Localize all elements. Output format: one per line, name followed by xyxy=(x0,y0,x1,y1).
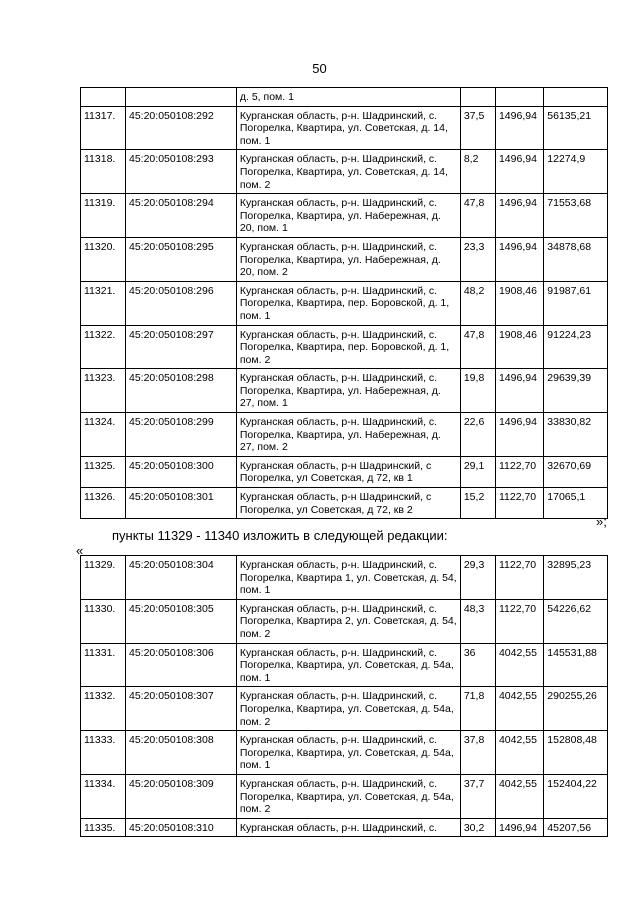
table-row xyxy=(81,281,608,325)
unit-value-cell: 1496,94 xyxy=(495,194,543,238)
cadastral-number-cell: 45:20:050108:293 xyxy=(126,150,237,194)
cadastral-number-cell: 45:20:050108:308 xyxy=(126,731,237,775)
unit-value-cell: 1908,46 xyxy=(495,281,543,325)
cadastral-value-cell: 33830,82 xyxy=(544,413,608,457)
cadastral-number-cell: 45:20:050108:307 xyxy=(126,687,237,731)
cadastral-value-cell xyxy=(544,88,608,107)
address-cell: Курганская область, р-н. Шадринский, с. Погорелка, Квартира, пер. Боровской, д. 1, пом. 1 xyxy=(236,281,460,325)
area-cell: 23,3 xyxy=(460,237,495,281)
cadastral-number-cell: 45:20:050108:310 xyxy=(126,818,237,837)
address-cell: Курганская область, р-н. Шадринский, с. Погорелка, Квартира, ул. Набережная, д. 27, пом. 1 xyxy=(236,369,460,413)
area-cell: 37,8 xyxy=(460,731,495,775)
table-row xyxy=(81,106,608,150)
unit-value-cell: 1496,94 xyxy=(495,818,543,837)
area-cell: 29,1 xyxy=(460,456,495,487)
address-cell: д. 5, пом. 1 xyxy=(236,88,460,107)
item-number-cell: 11332. xyxy=(81,687,126,731)
area-cell: 37,7 xyxy=(460,774,495,818)
address-cell: Курганская область, р-н. Шадринский, с. Погорелка, Квартира, ул. Советская, д. 54а, пом. 2 xyxy=(236,687,460,731)
cadastral-value-cell: 32670,69 xyxy=(544,456,608,487)
unit-value-cell: 4042,55 xyxy=(495,687,543,731)
area-cell: 47,8 xyxy=(460,194,495,238)
address-cell: Курганская область, р-н. Шадринский, с. Погорелка, Квартира, ул. Советская, д. 54а, пом. 1 xyxy=(236,731,460,775)
cadastral-value-cell: 12274,9 xyxy=(544,150,608,194)
address-cell: Курганская область, р-н Шадринский, с Погорелка, ул Советская, д 72, кв 1 xyxy=(236,456,460,487)
cadastral-number-cell: 45:20:050108:300 xyxy=(126,456,237,487)
page-number: 50 xyxy=(312,61,327,76)
item-number-cell: 11324. xyxy=(81,413,126,457)
cadastral-number-cell: 45:20:050108:305 xyxy=(126,599,237,643)
registry-table-after-body xyxy=(81,556,608,837)
cadastral-number-cell xyxy=(126,88,237,107)
unit-value-cell: 4042,55 xyxy=(495,643,543,687)
cadastral-value-cell: 152808,48 xyxy=(544,731,608,775)
cadastral-value-cell: 17065,1 xyxy=(544,488,608,519)
item-number-cell: 11326. xyxy=(81,488,126,519)
item-number-cell: 11322. xyxy=(81,325,126,369)
table-row xyxy=(81,88,608,107)
cadastral-number-cell: 45:20:050108:297 xyxy=(126,325,237,369)
cadastral-value-cell: 29639,39 xyxy=(544,369,608,413)
cadastral-number-cell: 45:20:050108:304 xyxy=(126,556,237,600)
table-row xyxy=(81,413,608,457)
area-cell: 8,2 xyxy=(460,150,495,194)
address-cell: Курганская область, р-н. Шадринский, с. Погорелка, Квартира, ул. Советская, д. 14, пом. 2 xyxy=(236,150,460,194)
address-cell: Курганская область, р-н. Шадринский, с. Погорелка, Квартира, ул. Набережная, д. 20, пом. 1 xyxy=(236,194,460,238)
table-row xyxy=(81,150,608,194)
item-number-cell: 11325. xyxy=(81,456,126,487)
item-number-cell: 11335. xyxy=(81,818,126,837)
unit-value-cell: 1122,70 xyxy=(495,488,543,519)
area-cell: 71,8 xyxy=(460,687,495,731)
item-number-cell: 11321. xyxy=(81,281,126,325)
cadastral-number-cell: 45:20:050108:295 xyxy=(126,237,237,281)
address-cell: Курганская область, р-н. Шадринский, с. Погорелка, Квартира 1, ул. Советская, д. 54, пом. 1 xyxy=(236,556,460,600)
table-row xyxy=(81,456,608,487)
area-cell: 37,5 xyxy=(460,106,495,150)
cadastral-value-cell: 145531,88 xyxy=(544,643,608,687)
address-cell: Курганская область, р-н. Шадринский, с. Погорелка, Квартира, ул. Советская, д. 14, пом. 1 xyxy=(236,106,460,150)
cadastral-number-cell: 45:20:050108:301 xyxy=(126,488,237,519)
table-row xyxy=(81,369,608,413)
cadastral-number-cell: 45:20:050108:298 xyxy=(126,369,237,413)
unit-value-cell: 1496,94 xyxy=(495,369,543,413)
address-cell: Курганская область, р-н. Шадринский, с. Погорелка, Квартира 2, ул. Советская, д. 54, пом. 2 xyxy=(236,599,460,643)
cadastral-value-cell: 54226,62 xyxy=(544,599,608,643)
unit-value-cell: 1496,94 xyxy=(495,150,543,194)
unit-value-cell: 1496,94 xyxy=(495,237,543,281)
table-row xyxy=(81,774,608,818)
cadastral-value-cell: 290255,26 xyxy=(544,687,608,731)
area-cell: 48,3 xyxy=(460,599,495,643)
unit-value-cell: 4042,55 xyxy=(495,731,543,775)
item-number-cell: 11330. xyxy=(81,599,126,643)
table-row xyxy=(81,731,608,775)
address-cell: Курганская область, р-н. Шадринский, с. Погорелка, Квартира, ул. Советская, д. 54а, пом. 1 xyxy=(236,643,460,687)
address-cell: Курганская область, р-н. Шадринский, с. Погорелка, Квартира, пер. Боровской, д. 1, пом. 2 xyxy=(236,325,460,369)
registry-table-before-body xyxy=(81,88,608,519)
unit-value-cell: 1122,70 xyxy=(495,599,543,643)
address-cell: Курганская область, р-н. Шадринский, с. Погорелка, Квартира, ул. Набережная, д. 20, пом. 2 xyxy=(236,237,460,281)
address-cell: Курганская область, р-н. Шадринский, с. Погорелка, Квартира, ул. Набережная, д. 27, пом. 2 xyxy=(236,413,460,457)
item-number-cell: 11333. xyxy=(81,731,126,775)
cadastral-value-cell: 91224,23 xyxy=(544,325,608,369)
unit-value-cell: 4042,55 xyxy=(495,774,543,818)
area-cell: 29,3 xyxy=(460,556,495,600)
cadastral-value-cell: 34878,68 xyxy=(544,237,608,281)
item-number-cell: 11334. xyxy=(81,774,126,818)
item-number-cell: 11319. xyxy=(81,194,126,238)
unit-value-cell: 1496,94 xyxy=(495,413,543,457)
address-cell: Курганская область, р-н Шадринский, с Погорелка, ул Советская, д 72, кв 2 xyxy=(236,488,460,519)
item-number-cell: 11320. xyxy=(81,237,126,281)
area-cell: 30,2 xyxy=(460,818,495,837)
cadastral-number-cell: 45:20:050108:294 xyxy=(126,194,237,238)
cadastral-value-cell: 91987,61 xyxy=(544,281,608,325)
area-cell: 36 xyxy=(460,643,495,687)
table-row xyxy=(81,488,608,519)
cadastral-number-cell: 45:20:050108:299 xyxy=(126,413,237,457)
table-row xyxy=(81,687,608,731)
table-row xyxy=(81,643,608,687)
area-cell xyxy=(460,88,495,107)
cadastral-number-cell: 45:20:050108:309 xyxy=(126,774,237,818)
unit-value-cell: 1122,70 xyxy=(495,456,543,487)
table-row xyxy=(81,599,608,643)
registry-table-before xyxy=(80,87,608,519)
area-cell: 19,8 xyxy=(460,369,495,413)
registry-table-after xyxy=(80,555,608,837)
address-cell: Курганская область, р-н. Шадринский, с. Погорелка, Квартира, ул. Советская, д. 54а, пом. 2 xyxy=(236,774,460,818)
amendment-instruction: пункты 11329 - 11340 изложить в следующей редакции: xyxy=(112,528,448,543)
area-cell: 15,2 xyxy=(460,488,495,519)
item-number-cell: 11331. xyxy=(81,643,126,687)
cadastral-number-cell: 45:20:050108:306 xyxy=(126,643,237,687)
address-cell: Курганская область, р-н. Шадринский, с. xyxy=(236,818,460,837)
unit-value-cell: 1122,70 xyxy=(495,556,543,600)
area-cell: 47,8 xyxy=(460,325,495,369)
area-cell: 22,6 xyxy=(460,413,495,457)
item-number-cell xyxy=(81,88,126,107)
closing-quote: »; xyxy=(596,514,607,529)
cadastral-number-cell: 45:20:050108:292 xyxy=(126,106,237,150)
cadastral-value-cell: 32895,23 xyxy=(544,556,608,600)
table-row xyxy=(81,325,608,369)
item-number-cell: 11323. xyxy=(81,369,126,413)
area-cell: 48,2 xyxy=(460,281,495,325)
table-row xyxy=(81,237,608,281)
unit-value-cell xyxy=(495,88,543,107)
cadastral-number-cell: 45:20:050108:296 xyxy=(126,281,237,325)
unit-value-cell: 1908,46 xyxy=(495,325,543,369)
item-number-cell: 11329. xyxy=(81,556,126,600)
cadastral-value-cell: 56135,21 xyxy=(544,106,608,150)
item-number-cell: 11317. xyxy=(81,106,126,150)
table-row xyxy=(81,556,608,600)
cadastral-value-cell: 45207,56 xyxy=(544,818,608,837)
item-number-cell: 11318. xyxy=(81,150,126,194)
opening-quote: « xyxy=(76,543,84,558)
cadastral-value-cell: 152404,22 xyxy=(544,774,608,818)
unit-value-cell: 1496,94 xyxy=(495,106,543,150)
cadastral-value-cell: 71553,68 xyxy=(544,194,608,238)
table-row xyxy=(81,818,608,837)
table-row xyxy=(81,194,608,238)
